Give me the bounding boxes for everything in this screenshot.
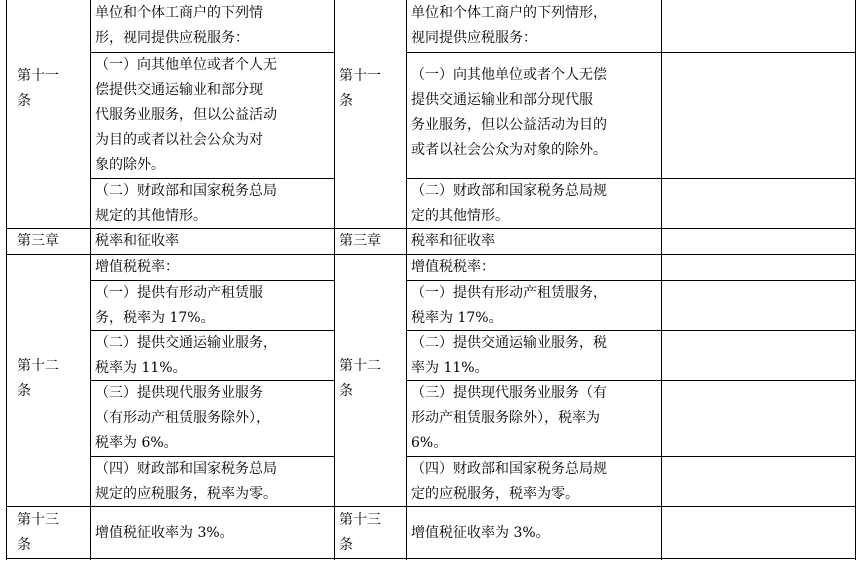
art11-left-label: 第十一 条: [17, 68, 59, 109]
h-rule-left-art11-item2: [90, 178, 335, 179]
art12-left-item3: （三）提供现代服务业服务 （有形动产租赁服务除外）， 税率为 6%。: [95, 385, 270, 451]
art11-left-item1: （一）向其他单位或者个人无 偿提供交通运输业和部分现 代服务业服务，但以公益活动 为目的或者以社会公众为对 象的除外。: [95, 57, 277, 173]
art12-left-label: 第十二 条: [17, 358, 59, 399]
art12-left-item1: （一）提供有形动产租赁服 务，税率为 17%。: [95, 285, 263, 326]
art11-left-item2: （二）财政部和国家税务总局 规定的其他情形。: [95, 183, 277, 224]
h-rule-chapter3-bottom: [6, 254, 856, 255]
chapter3-left-title: 税率和征收率: [95, 233, 179, 249]
art13-right-text: 增值税征收率为 3%。: [411, 525, 550, 541]
h-rule-left-art11-intro: [90, 52, 335, 53]
chapter3-right-label: 第三章: [339, 233, 381, 249]
v-rule-outer-left: [6, 0, 7, 560]
h-rule-left-art12-1: [90, 280, 335, 281]
h-rule-table-bottom: [6, 558, 856, 559]
chapter3-left-label: 第三章: [17, 233, 59, 249]
h-rule-chapter3-top: [6, 228, 856, 229]
h-rule-left-art12-4: [90, 456, 335, 457]
art12-right-item2: （二）提供交通运输业服务，税 率为 11%。: [411, 335, 607, 376]
chapter3-right-title: 税率和征收率: [411, 233, 495, 249]
h-rule-right-art11-item2: [406, 178, 856, 179]
h-rule-left-art12-2: [90, 330, 335, 331]
art13-left-text: 增值税征收率为 3%。: [95, 525, 234, 541]
art11-right-intro: 单位和个体工商户的下列情形， 视同提供应税服务：: [411, 5, 607, 46]
comparison-table: [6, 0, 862, 563]
art12-right-item3: （三）提供现代服务业服务（有 形动产租赁服务除外），税率为 6%。: [411, 385, 607, 451]
art11-right-item2: （二）财政部和国家税务总局规 定的其他情形。: [411, 183, 607, 224]
art13-right-label: 第十三 条: [339, 512, 381, 553]
art11-left-intro: 单位和个体工商户的下列情 形，视同提供应税服务：: [95, 5, 263, 46]
h-rule-right-art12-4: [406, 456, 856, 457]
h-rule-right-art11-intro: [406, 52, 856, 53]
art12-left-intro: 增值税税率：: [95, 259, 179, 275]
art12-left-item4: （四）财政部和国家税务总局 规定的应税服务，税率为零。: [95, 461, 277, 502]
art12-right-label: 第十二 条: [339, 358, 381, 399]
art13-left-label: 第十三 条: [17, 512, 59, 553]
art11-right-item1: （一）向其他单位或者个人无偿 提供交通运输业和部分现代服 务业服务，但以公益活动为目的 或者以社会公众为对象的除外。: [411, 67, 607, 158]
art11-right-label: 第十一 条: [339, 68, 381, 109]
h-rule-right-art12-3: [406, 380, 856, 381]
h-rule-art13-top: [6, 506, 856, 507]
art12-right-item4: （四）财政部和国家税务总局规 定的应税服务，税率为零。: [411, 461, 607, 502]
h-rule-right-art12-1: [406, 280, 856, 281]
art12-right-intro: 增值税税率：: [411, 259, 495, 275]
art12-left-item2: （二）提供交通运输业服务， 税率为 11%。: [95, 335, 277, 376]
art12-right-item1: （一）提供有形动产租赁服务， 税率为 17%。: [411, 285, 607, 326]
h-rule-left-art12-3: [90, 380, 335, 381]
h-rule-right-art12-2: [406, 330, 856, 331]
